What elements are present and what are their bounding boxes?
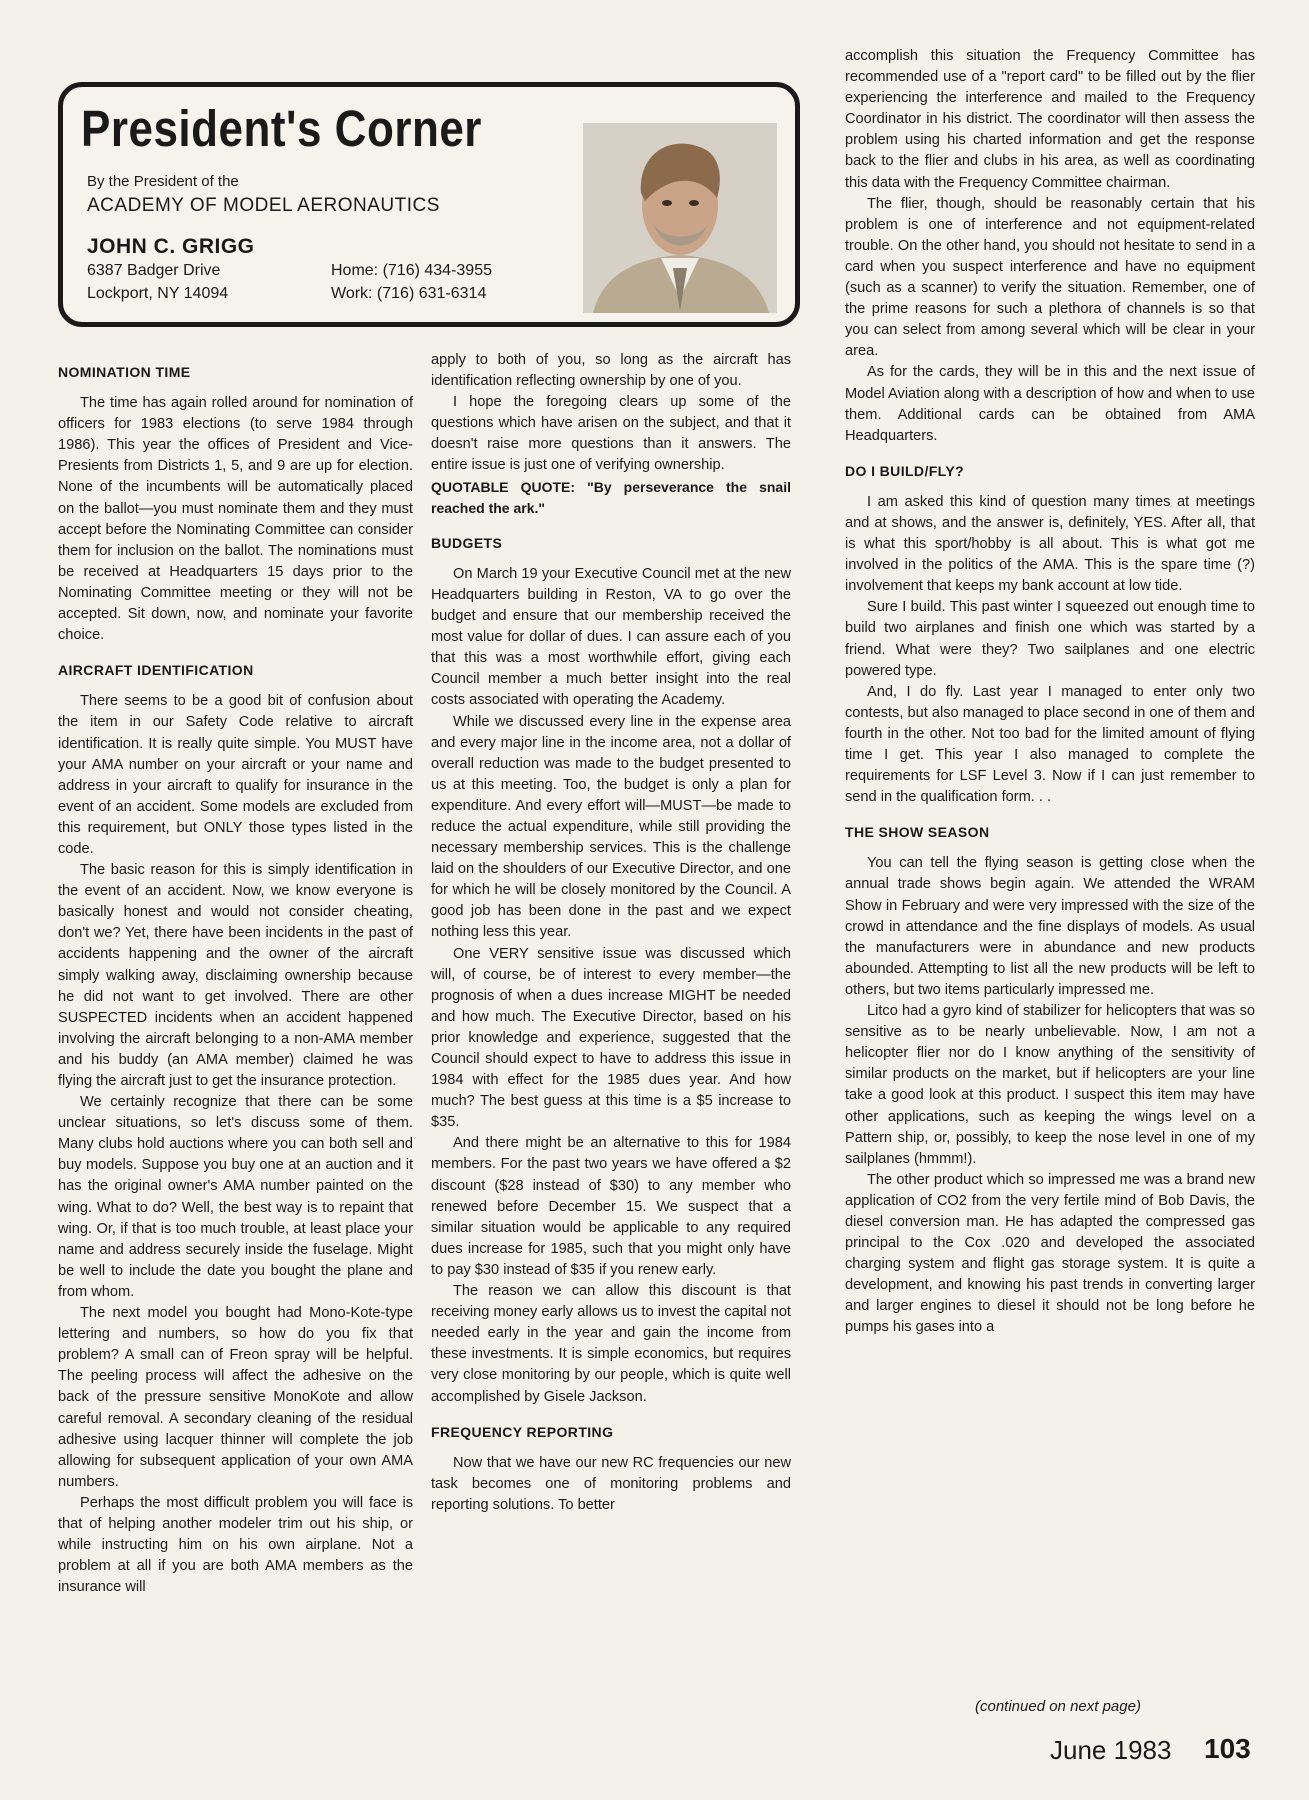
paragraph: And there might be an alternative to this for 1984 members. For the past two years we have offered a $2 discount ($28 instead of $30) to any member who renewed before December 15. We suspect that a similar situation would be applicable to any required dues increase for 1985, such that you might only have to pay $30 instead of $35 if you renew early. — [431, 1135, 791, 1278]
paragraph: As for the cards, they will be in this and the next issue of Model Aviation along with a description of how and when to use them. Additional cards can be obtained from AMA Headquarters. — [845, 364, 1255, 444]
paragraph: The reason we can allow this discount is that receiving money early allows us to invest the capital not needed early in the year and gain the income from these investments. It is simple economics, but requires very close monitoring by our people, which is quite well accomplished by Gisele Jackson. — [431, 1283, 791, 1405]
paragraph: Sure I build. This past winter I squeezed out enough time to build two airplanes and finish one which was started by a friend. What were they? Two sailplanes and one electric powered type. — [845, 599, 1255, 679]
paragraph: While we discussed every line in the expense area and every major line in the income area, not a dollar of overall reduction was made to the budget presented to us at this meeting. Too, the budget is only a plan for expenditure. And every effort will—MUST—be made to reduce the actual expenditure, while still providing the necessary membership services. This is the challenge laid on the shoulders of our Executive Director, and one for which he will be closely monitored by the Council. A good job has been done in the past and we expect nothing less this year. — [431, 713, 791, 941]
paragraph: The basic reason for this is simply identification in the event of an accident. Now, we know everyone is basically honest and would not consider cheating, don't we? Yet, there have been incidents in the past of accidents happening and the owner of the aircraft simply walking away, disclaiming ownership because he did not want to get involved. There are other SUSPECTED incidents when an accident happened involving the aircraft belonging to a non-AMA member and his buddy (an AMA member) claimed he was flying the aircraft just to get the insurance protection. — [58, 862, 413, 1089]
paragraph: Litco had a gyro kind of stabilizer for helicopters that was so sensitive as to be nearly unbelievable. Now, I am not a helicopter flier nor do I know anything of the sensitivity of similar products on the market, but if helicopters are your line take a good look at this product. I suspect this item may have other applications, such as keeping the wings level on a Pattern ship, or, possibly, to keep the nose level in one of my sailplanes (hmmm!). — [845, 1003, 1255, 1167]
heading-aircraft-identification: AIRCRAFT IDENTIFICATION — [58, 662, 254, 679]
paragraph: The next model you bought had Mono-Kote-type lettering and numbers, so how do you fix that problem? A small can of Freon spray will be helpful. The peeling process will affect the adhesive on the back of the pressure sensitive MonoKote and allow careful removal. A secondary cleaning of the residual adhesive using lacquer thinner will complete the job allowing for subsequent application of your own AMA numbers. — [58, 1305, 413, 1490]
presidents-corner-header — [58, 82, 800, 327]
column-title: President's Corner — [81, 101, 482, 158]
paragraph: The flier, though, should be reasonably certain that his problem is one of interference and not equipment-related trouble. On the other hand, you should not hesitate to send in a card when you suspect interference and have no equipment (such as a scanner) to verify the situation. Remember, one of the prime reasons for such a plethora of channels is so that you can select from among several which will be clear in your area. — [845, 195, 1255, 360]
phone-work: Work: (716) 631-6314 — [331, 285, 487, 302]
heading-show-season: THE SHOW SEASON — [845, 824, 990, 841]
address-city: Lockport, NY 14094 — [87, 285, 229, 302]
text-column-3 — [845, 46, 1255, 1339]
paragraph: Perhaps the most difficult problem you will face is that of helping another modeler trim out his ship, or while instructing him on his own airplane. Not a problem at all if you are both AMA members as the insurance will — [58, 1494, 413, 1596]
address-street: 6387 Badger Drive — [87, 262, 221, 279]
heading-nomination-time: NOMINATION TIME — [58, 364, 191, 380]
author-name: JOHN C. GRIGG — [87, 235, 255, 258]
heading-frequency-reporting: FREQUENCY REPORTING — [431, 1423, 614, 1440]
paragraph: I am asked this kind of question many times at meetings and at shows, and the answer is, definitely, YES. After all, that is what this sport/hobby is all about. This is what got me involved in the politics of the AMA. This is the spare time (?) involvement that keeps my bank account at low tide. — [845, 493, 1255, 595]
paragraph: Now that we have our new RC frequencies our new task becomes one of monitoring problems and reporting solutions. To better — [431, 1454, 791, 1513]
text-column-1 — [58, 362, 413, 1598]
issue-date: June 1983 — [1050, 1735, 1172, 1765]
paragraph: accomplish this situation the Frequency Committee has recommended use of a "report card" to be filled out by the flier experiencing the interference and mailed to the Frequency Coordinator in his district. The coordinator will then assess the problem using his charted information and get the response back to the flier and clubs in his area, as well as coordinating this data with the Frequency Committee chairman. — [845, 48, 1255, 191]
paragraph: The other product which so impressed me was a brand new application of CO2 from the very fertile mind of Bob Davis, the diesel conversion man. He has adapted the compressed gas principal to the Cox .020 and developed the associated charging system and flight gas storage system. It is quite a development, and knowing his past trends in converting larger and larger engines to diesel it should not be long before he pumps his gases into a — [845, 1171, 1255, 1336]
paragraph: You can tell the flying season is getting close when the annual trade shows begin again. We attended the WRAM Show in February and were very impressed with the size of the crowd in attendance and the fine displays of models. As usual the manufacturers were in abundance and new products abounded. Attempting to list all the new products will be left to others, but two items particularly impressed me. — [845, 855, 1255, 998]
paragraph: There seems to be a good bit of confusion about the item in our Safety Code relative to aircraft identification. It is really quite simple. You MUST have your AMA number on your aircraft or your name and address in your aircraft to qualify for insurance in the event of an accident. Some models are excluded from this requirement, but ONLY those types listed in the code. — [58, 693, 413, 857]
text-column-2 — [431, 350, 791, 1516]
heading-budgets: BUDGETS — [431, 534, 503, 551]
byline: By the President of the — [87, 173, 239, 190]
quotable-quote: QUOTABLE QUOTE: "By perseverance the snail reached the ark." — [431, 478, 791, 516]
paragraph: We certainly recognize that there can be some unclear situations, so let's discuss some of them. Many clubs hold auctions where you can both sell and buy models. Suppose you buy one at an auction and it has the original owner's AMA number painted on the wing. What to do? Well, the best way is to repaint that wing. Or, if that is too much trouble, at least place your name and address securely inside the fuselage. Might be well to include the date you bought the plane and from whom. — [58, 1094, 413, 1300]
paragraph: I hope the foregoing clears up some of the questions which have arisen on the subject, and that it doesn't raise more questions than it answers. The entire issue is just one of verifying ownership. — [431, 394, 791, 474]
paragraph: And, I do fly. Last year I managed to enter only two contests, but also managed to place second in one of them and fourth in the other. Not too bad for the limited amount of flying time I get. This year I also managed to complete the requirements for LSF Level 3. Now if I can just remember to send in the qualification form. . . — [845, 683, 1255, 806]
paragraph: One VERY sensitive issue was discussed which will, of course, be of interest to every member—the prognosis of when a dues increase MIGHT be needed and how much. The Executive Director, based on his prior knowledge and experience, suggested that the Council should expect to have to address this issue in 1984 with effect for the 1985 dues year. And how much? The best guess at this time is a $5 increase to $35. — [431, 945, 791, 1131]
heading-do-i-build-fly: DO I BUILD/FLY? — [845, 462, 965, 479]
paragraph: apply to both of you, so long as the aircraft has identification reflecting ownership by one of you. — [431, 352, 791, 390]
paragraph: The time has again rolled around for nomination of officers for 1983 elections (to serve 1984 through 1986). This year the offices of President and Vice-Presients from Districts 1, 5, and 9 are up for election. None of the incumbents will be automatically placed on the ballot—you must nominate them and they must accept before the Nominating Committee can consider them for inclusion on the ballot. The nominations must be received at Headquarters 15 days prior to the Nominating Committee meeting or they will not be accepted. Sit down, now, and nominate your favorite choice. — [58, 395, 413, 644]
continued-note: (continued on next page) — [975, 1698, 1141, 1715]
organization-name: ACADEMY OF MODEL AERONAUTICS — [87, 195, 440, 216]
paragraph: On March 19 your Executive Council met at the new Headquarters building in Reston, VA to go over the budget and ensure that our membership received the most value for dollar of dues. I can assure each of you that this was a most worthwhile effort, giving each Council member a much better insight into the real costs associated with operating the Academy. — [431, 565, 791, 709]
author-portrait — [583, 123, 777, 313]
phone-home: Home: (716) 434-3955 — [331, 262, 492, 279]
page-number: 103 — [1204, 1733, 1251, 1764]
